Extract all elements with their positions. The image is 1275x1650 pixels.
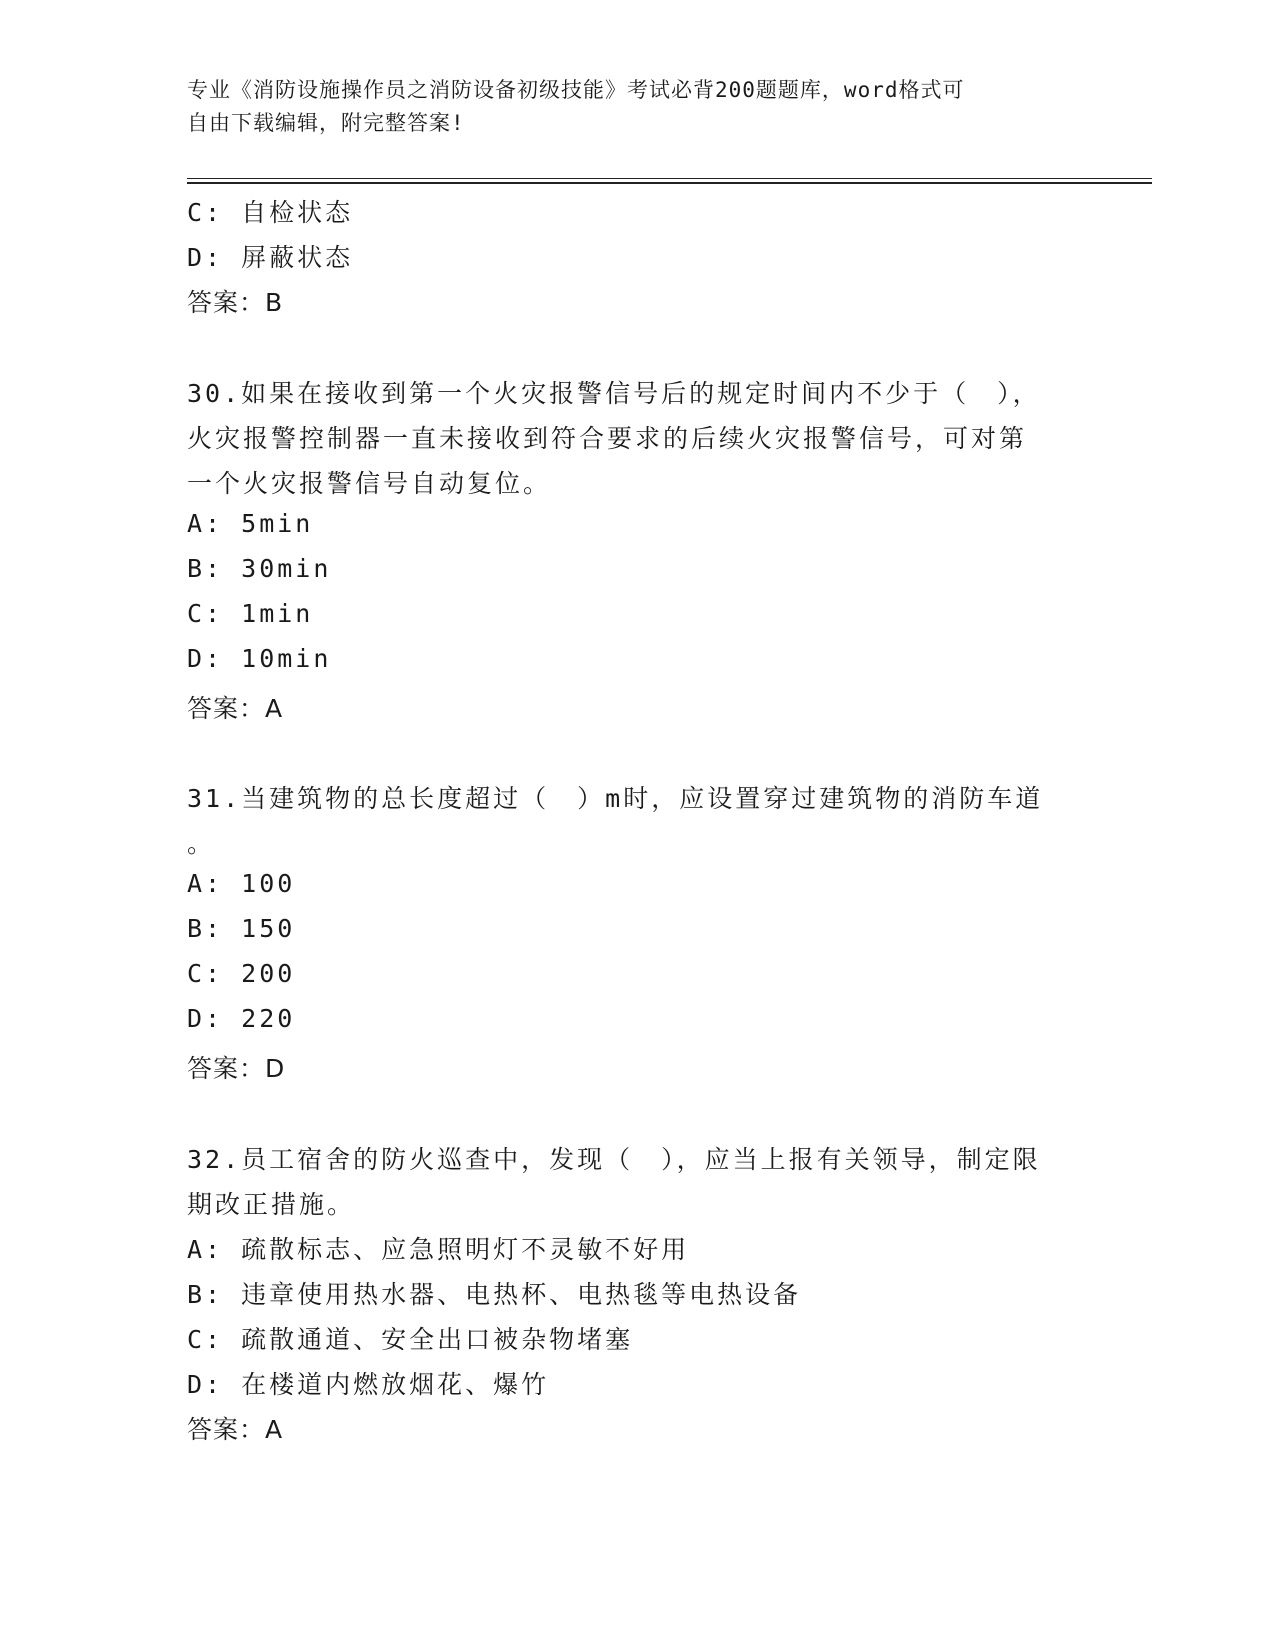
q31-stem-line-1: 31.当建筑物的总长度超过（ ）m时，应设置穿过建筑物的消防车道 xyxy=(187,784,1044,813)
q30-stem-line-2: 火灾报警控制器一直未接收到符合要求的后续火灾报警信号，可对第 xyxy=(187,424,1028,453)
q31-option-b: B: 150 xyxy=(187,914,296,943)
q32-answer: 答案：A xyxy=(187,1415,284,1444)
prev-option-c: C: 自检状态 xyxy=(187,198,354,227)
q31-option-a: A: 100 xyxy=(187,869,296,898)
header-line-2: 自由下载编辑，附完整答案! xyxy=(187,111,465,135)
q30-option-a: A: 5min xyxy=(187,509,314,538)
q31-option-c: C: 200 xyxy=(187,959,296,988)
q31-stem-line-2: 。 xyxy=(187,829,216,858)
header-divider-thin xyxy=(187,178,1152,179)
q32-option-d: D: 在楼道内燃放烟花、爆竹 xyxy=(187,1370,550,1399)
q30-option-c: C: 1min xyxy=(187,599,314,628)
q30-stem-line-1: 30.如果在接收到第一个火灾报警信号后的规定时间内不少于（ ）， xyxy=(187,379,1041,408)
prev-answer: 答案：B xyxy=(187,288,284,317)
header-line-1: 专业《消防设施操作员之消防设备初级技能》考试必背200题题库，word格式可 xyxy=(187,78,965,102)
q32-stem-line-1: 32.员工宿舍的防火巡查中，发现（ ），应当上报有关领导，制定限 xyxy=(187,1145,1041,1174)
q32-option-c: C: 疏散通道、安全出口被杂物堵塞 xyxy=(187,1325,634,1354)
q32-stem-line-2: 期改正措施。 xyxy=(187,1190,356,1219)
q30-option-d: D: 10min xyxy=(187,644,332,673)
header-divider-thick xyxy=(187,182,1152,184)
q30-answer: 答案：A xyxy=(187,694,284,723)
q31-answer: 答案：D xyxy=(187,1054,286,1083)
q30-option-b: B: 30min xyxy=(187,554,332,583)
prev-option-d: D: 屏蔽状态 xyxy=(187,243,354,272)
q31-option-d: D: 220 xyxy=(187,1004,296,1033)
q30-stem-line-3: 一个火灾报警信号自动复位。 xyxy=(187,469,552,498)
q32-option-b: B: 违章使用热水器、电热杯、电热毯等电热设备 xyxy=(187,1280,802,1309)
document-header xyxy=(187,74,1067,140)
q32-option-a: A: 疏散标志、应急照明灯不灵敏不好用 xyxy=(187,1235,690,1264)
